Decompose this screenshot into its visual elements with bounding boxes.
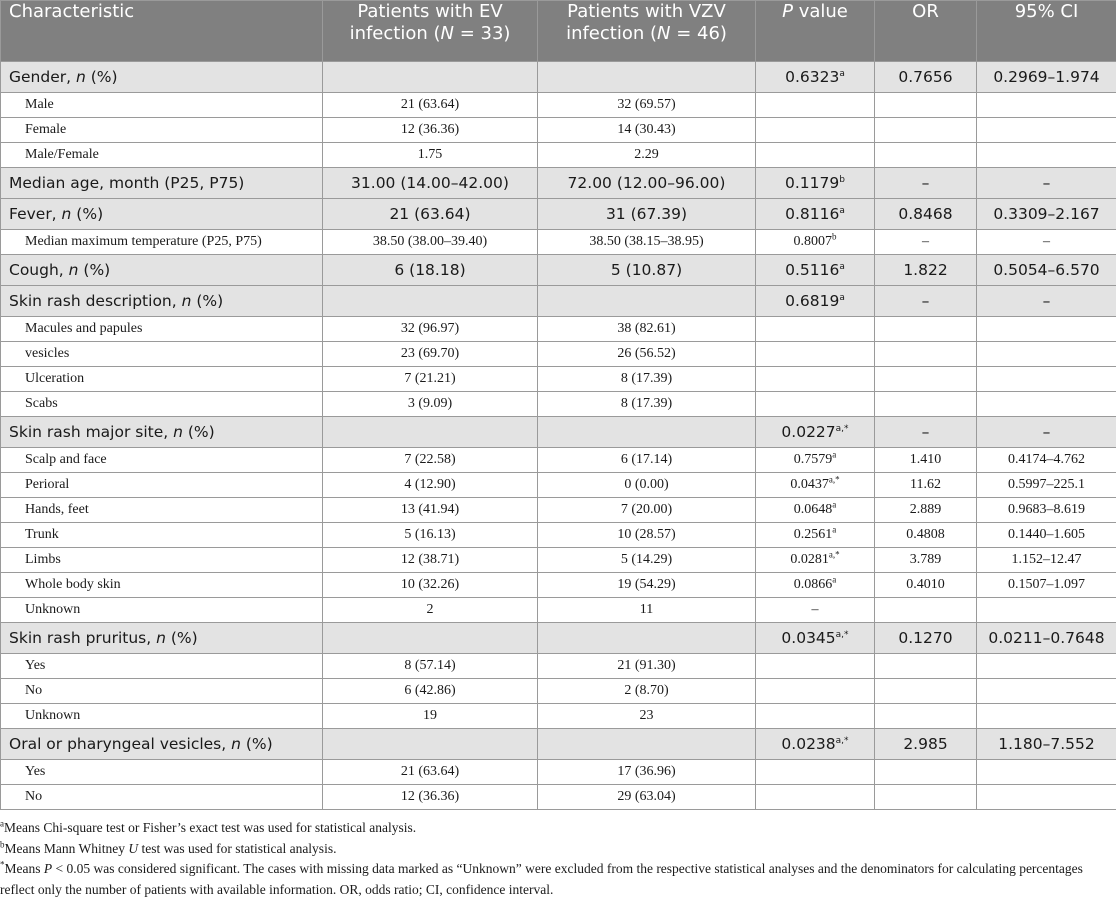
vzv-cell: 26 (56.52)	[538, 342, 756, 367]
p-value-cell: $0.0437^{a,*}$	[756, 473, 875, 498]
vzv-cell: 38 (82.61)	[538, 317, 756, 342]
vzv-cell: 14 (30.43)	[538, 118, 756, 143]
ev-cell: 19	[323, 704, 538, 729]
characteristic-cell: Trunk	[1, 523, 323, 548]
vzv-cell: 0 (0.00)	[538, 473, 756, 498]
characteristic-cell: Scabs	[1, 392, 323, 417]
characteristic-cell: Oral or pharyngeal vesicles, n (%)	[1, 729, 323, 760]
footnote-a: $^a$Means Chi-square test or Fisher’s exact test was used for statistical analysis.	[0, 818, 417, 835]
characteristic-cell: Skin rash description, n (%)	[1, 286, 323, 317]
ev-cell: 2	[323, 598, 538, 623]
section-row	[1, 168, 1116, 199]
or-cell	[875, 598, 977, 623]
ci-cell: 0.1507–1.097	[977, 573, 1116, 598]
header-p-value: P value	[756, 1, 875, 62]
vzv-cell: 11	[538, 598, 756, 623]
ev-cell: 13 (41.94)	[323, 498, 538, 523]
p-value-cell	[756, 317, 875, 342]
characteristic-cell: Male	[1, 93, 323, 118]
vzv-cell	[538, 417, 756, 448]
ci-cell	[977, 143, 1116, 168]
p-value-cell: $0.0281^{a,*}$	[756, 548, 875, 573]
vzv-cell	[538, 623, 756, 654]
table-row	[1, 498, 1116, 523]
vzv-cell: 5 (14.29)	[538, 548, 756, 573]
vzv-cell	[538, 62, 756, 93]
table-row	[1, 760, 1116, 785]
ev-cell	[323, 729, 538, 760]
characteristic-cell: No	[1, 785, 323, 810]
section-row	[1, 62, 1116, 93]
p-value-cell: 0.6819$^a$	[756, 286, 875, 317]
characteristic-cell: Whole body skin	[1, 573, 323, 598]
table-row	[1, 654, 1116, 679]
vzv-cell: 19 (54.29)	[538, 573, 756, 598]
table-row	[1, 704, 1116, 729]
characteristic-cell: No	[1, 679, 323, 704]
vzv-cell: 72.00 (12.00–96.00)	[538, 168, 756, 199]
or-cell: –	[875, 417, 977, 448]
ci-cell	[977, 704, 1116, 729]
or-cell: 2.985	[875, 729, 977, 760]
or-cell	[875, 785, 977, 810]
footnotes	[0, 818, 1112, 900]
table-row	[1, 473, 1116, 498]
ev-cell: 21 (63.64)	[323, 93, 538, 118]
p-value-cell: 0.2561$^a$	[756, 523, 875, 548]
ev-cell: 7 (21.21)	[323, 367, 538, 392]
or-cell: –	[875, 230, 977, 255]
characteristic-cell: Unknown	[1, 704, 323, 729]
or-cell	[875, 679, 977, 704]
characteristic-cell: Macules and papules	[1, 317, 323, 342]
ci-cell	[977, 118, 1116, 143]
ev-cell: 23 (69.70)	[323, 342, 538, 367]
p-value-cell: 0.8116$^a$	[756, 199, 875, 230]
or-cell	[875, 143, 977, 168]
or-cell: –	[875, 286, 977, 317]
ci-cell	[977, 93, 1116, 118]
ci-cell: 0.4174–4.762	[977, 448, 1116, 473]
ci-cell: 1.152–12.47	[977, 548, 1116, 573]
p-value-cell	[756, 143, 875, 168]
or-cell: 0.7656	[875, 62, 977, 93]
p-value-cell	[756, 760, 875, 785]
table-row	[1, 573, 1116, 598]
section-row	[1, 417, 1116, 448]
or-cell: 0.4808	[875, 523, 977, 548]
ev-cell: 3 (9.09)	[323, 392, 538, 417]
ev-cell: 12 (36.36)	[323, 785, 538, 810]
table-row	[1, 342, 1116, 367]
ci-cell: 0.9683–8.619	[977, 498, 1116, 523]
p-value-cell	[756, 93, 875, 118]
p-value-cell	[756, 785, 875, 810]
p-value-cell: 0.7579$^a$	[756, 448, 875, 473]
table-row	[1, 548, 1116, 573]
header-characteristic: Characteristic	[1, 1, 323, 62]
characteristic-cell: Skin rash major site, n (%)	[1, 417, 323, 448]
or-cell	[875, 392, 977, 417]
table-row	[1, 230, 1116, 255]
or-cell: 11.62	[875, 473, 977, 498]
ev-cell: 12 (36.36)	[323, 118, 538, 143]
section-row	[1, 729, 1116, 760]
ci-cell	[977, 598, 1116, 623]
ci-cell	[977, 367, 1116, 392]
ev-cell	[323, 417, 538, 448]
header-vzv: Patients with VZV infection (N = 46)	[538, 1, 756, 62]
section-row	[1, 199, 1116, 230]
or-cell: 3.789	[875, 548, 977, 573]
p-value-cell: 0.8007$^b$	[756, 230, 875, 255]
ev-cell	[323, 286, 538, 317]
table-row	[1, 785, 1116, 810]
characteristic-cell: Fever, n (%)	[1, 199, 323, 230]
ev-cell	[323, 623, 538, 654]
vzv-cell: 17 (36.96)	[538, 760, 756, 785]
characteristic-cell: Unknown	[1, 598, 323, 623]
p-value-cell: 0.6323$^a$	[756, 62, 875, 93]
vzv-cell: 10 (28.57)	[538, 523, 756, 548]
or-cell	[875, 342, 977, 367]
p-value-cell: 0.0866$^a$	[756, 573, 875, 598]
p-value-cell: 0.0648$^a$	[756, 498, 875, 523]
ev-cell: 32 (96.97)	[323, 317, 538, 342]
characteristic-cell: Yes	[1, 760, 323, 785]
p-value-cell: $0.0345^{a,*}$	[756, 623, 875, 654]
or-cell	[875, 654, 977, 679]
characteristic-cell: Scalp and face	[1, 448, 323, 473]
p-value-cell: $0.0227^{a,*}$	[756, 417, 875, 448]
ci-cell: –	[977, 168, 1116, 199]
table-row	[1, 93, 1116, 118]
or-cell	[875, 317, 977, 342]
header-ci: 95% CI	[977, 1, 1116, 62]
ev-cell: 10 (32.26)	[323, 573, 538, 598]
characteristic-cell: vesicles	[1, 342, 323, 367]
or-cell: 0.4010	[875, 573, 977, 598]
p-value-cell: –	[756, 598, 875, 623]
p-value-cell	[756, 118, 875, 143]
vzv-cell: 5 (10.87)	[538, 255, 756, 286]
p-value-cell: 0.5116$^a$	[756, 255, 875, 286]
or-cell: 0.8468	[875, 199, 977, 230]
ev-cell: 4 (12.90)	[323, 473, 538, 498]
characteristic-cell: Hands, feet	[1, 498, 323, 523]
characteristic-cell: Female	[1, 118, 323, 143]
characteristic-cell: Gender, n (%)	[1, 62, 323, 93]
ev-cell: 21 (63.64)	[323, 199, 538, 230]
table-row	[1, 598, 1116, 623]
ev-cell: 31.00 (14.00–42.00)	[323, 168, 538, 199]
characteristic-cell: Male/Female	[1, 143, 323, 168]
table-body	[1, 62, 1116, 810]
footnote-star: *Means P < 0.05 was considered significant. The cases with missing data marked as “Unknown” were excluded from the respective statistical analyses and the denominators for calculating percentages reflect only the number of patients with available information. OR, odds ratio; CI, confidence interval.	[0, 859, 1083, 897]
table-row	[1, 392, 1116, 417]
or-cell	[875, 704, 977, 729]
characteristic-cell: Yes	[1, 654, 323, 679]
ev-cell: 5 (16.13)	[323, 523, 538, 548]
table-row	[1, 143, 1116, 168]
or-cell: 0.1270	[875, 623, 977, 654]
p-value-cell	[756, 679, 875, 704]
ci-cell	[977, 342, 1116, 367]
ev-cell	[323, 62, 538, 93]
vzv-cell: 31 (67.39)	[538, 199, 756, 230]
ev-cell: 6 (42.86)	[323, 679, 538, 704]
footnote-b: $^b$Means Mann Whitney U test was used for statistical analysis.	[0, 839, 337, 856]
vzv-cell: 29 (63.04)	[538, 785, 756, 810]
characteristic-cell: Ulceration	[1, 367, 323, 392]
characteristic-cell: Cough, n (%)	[1, 255, 323, 286]
ev-cell: 6 (18.18)	[323, 255, 538, 286]
characteristic-cell: Median age, month (P25, P75)	[1, 168, 323, 199]
table-row	[1, 317, 1116, 342]
ci-cell: 0.0211–0.7648	[977, 623, 1116, 654]
ci-cell: 0.5997–225.1	[977, 473, 1116, 498]
header-or: OR	[875, 1, 977, 62]
ev-cell: 7 (22.58)	[323, 448, 538, 473]
p-value-cell: 0.1179$^b$	[756, 168, 875, 199]
ci-cell	[977, 392, 1116, 417]
or-cell: 2.889	[875, 498, 977, 523]
table-row	[1, 118, 1116, 143]
p-value-cell	[756, 367, 875, 392]
ev-cell: 8 (57.14)	[323, 654, 538, 679]
or-cell	[875, 367, 977, 392]
ev-cell: 38.50 (38.00–39.40)	[323, 230, 538, 255]
table-row	[1, 448, 1116, 473]
vzv-cell	[538, 286, 756, 317]
ci-cell: 0.3309–2.167	[977, 199, 1116, 230]
ci-cell: 0.1440–1.605	[977, 523, 1116, 548]
table-row	[1, 523, 1116, 548]
ev-cell: 1.75	[323, 143, 538, 168]
vzv-cell: 8 (17.39)	[538, 392, 756, 417]
ci-cell	[977, 760, 1116, 785]
ci-cell	[977, 654, 1116, 679]
p-value-cell	[756, 704, 875, 729]
or-cell	[875, 760, 977, 785]
or-cell: –	[875, 168, 977, 199]
p-value-cell	[756, 342, 875, 367]
ci-cell: 1.180–7.552	[977, 729, 1116, 760]
vzv-cell: 6 (17.14)	[538, 448, 756, 473]
characteristic-cell: Median maximum temperature (P25, P75)	[1, 230, 323, 255]
table-row	[1, 679, 1116, 704]
ev-cell: 12 (38.71)	[323, 548, 538, 573]
table-row	[1, 367, 1116, 392]
ci-cell: –	[977, 286, 1116, 317]
vzv-cell: 32 (69.57)	[538, 93, 756, 118]
section-row	[1, 255, 1116, 286]
characteristic-cell: Limbs	[1, 548, 323, 573]
or-cell	[875, 93, 977, 118]
or-cell	[875, 118, 977, 143]
section-row	[1, 623, 1116, 654]
characteristic-cell: Perioral	[1, 473, 323, 498]
ci-cell	[977, 785, 1116, 810]
ci-cell: –	[977, 230, 1116, 255]
vzv-cell: 38.50 (38.15–38.95)	[538, 230, 756, 255]
vzv-cell: 23	[538, 704, 756, 729]
characteristic-cell: Skin rash pruritus, n (%)	[1, 623, 323, 654]
ci-cell	[977, 679, 1116, 704]
p-value-cell	[756, 392, 875, 417]
ci-cell: 0.5054–6.570	[977, 255, 1116, 286]
vzv-cell: 8 (17.39)	[538, 367, 756, 392]
header-ev: Patients with EV infection (N = 33)	[323, 1, 538, 62]
or-cell: 1.410	[875, 448, 977, 473]
vzv-cell	[538, 729, 756, 760]
ci-cell: 0.2969–1.974	[977, 62, 1116, 93]
header-row	[1, 1, 1116, 62]
section-row	[1, 286, 1116, 317]
ci-cell	[977, 317, 1116, 342]
ci-cell: –	[977, 417, 1116, 448]
or-cell: 1.822	[875, 255, 977, 286]
vzv-cell: 21 (91.30)	[538, 654, 756, 679]
vzv-cell: 2 (8.70)	[538, 679, 756, 704]
ev-cell: 21 (63.64)	[323, 760, 538, 785]
vzv-cell: 7 (20.00)	[538, 498, 756, 523]
p-value-cell	[756, 654, 875, 679]
vzv-cell: 2.29	[538, 143, 756, 168]
p-value-cell: $0.0238^{a,*}$	[756, 729, 875, 760]
